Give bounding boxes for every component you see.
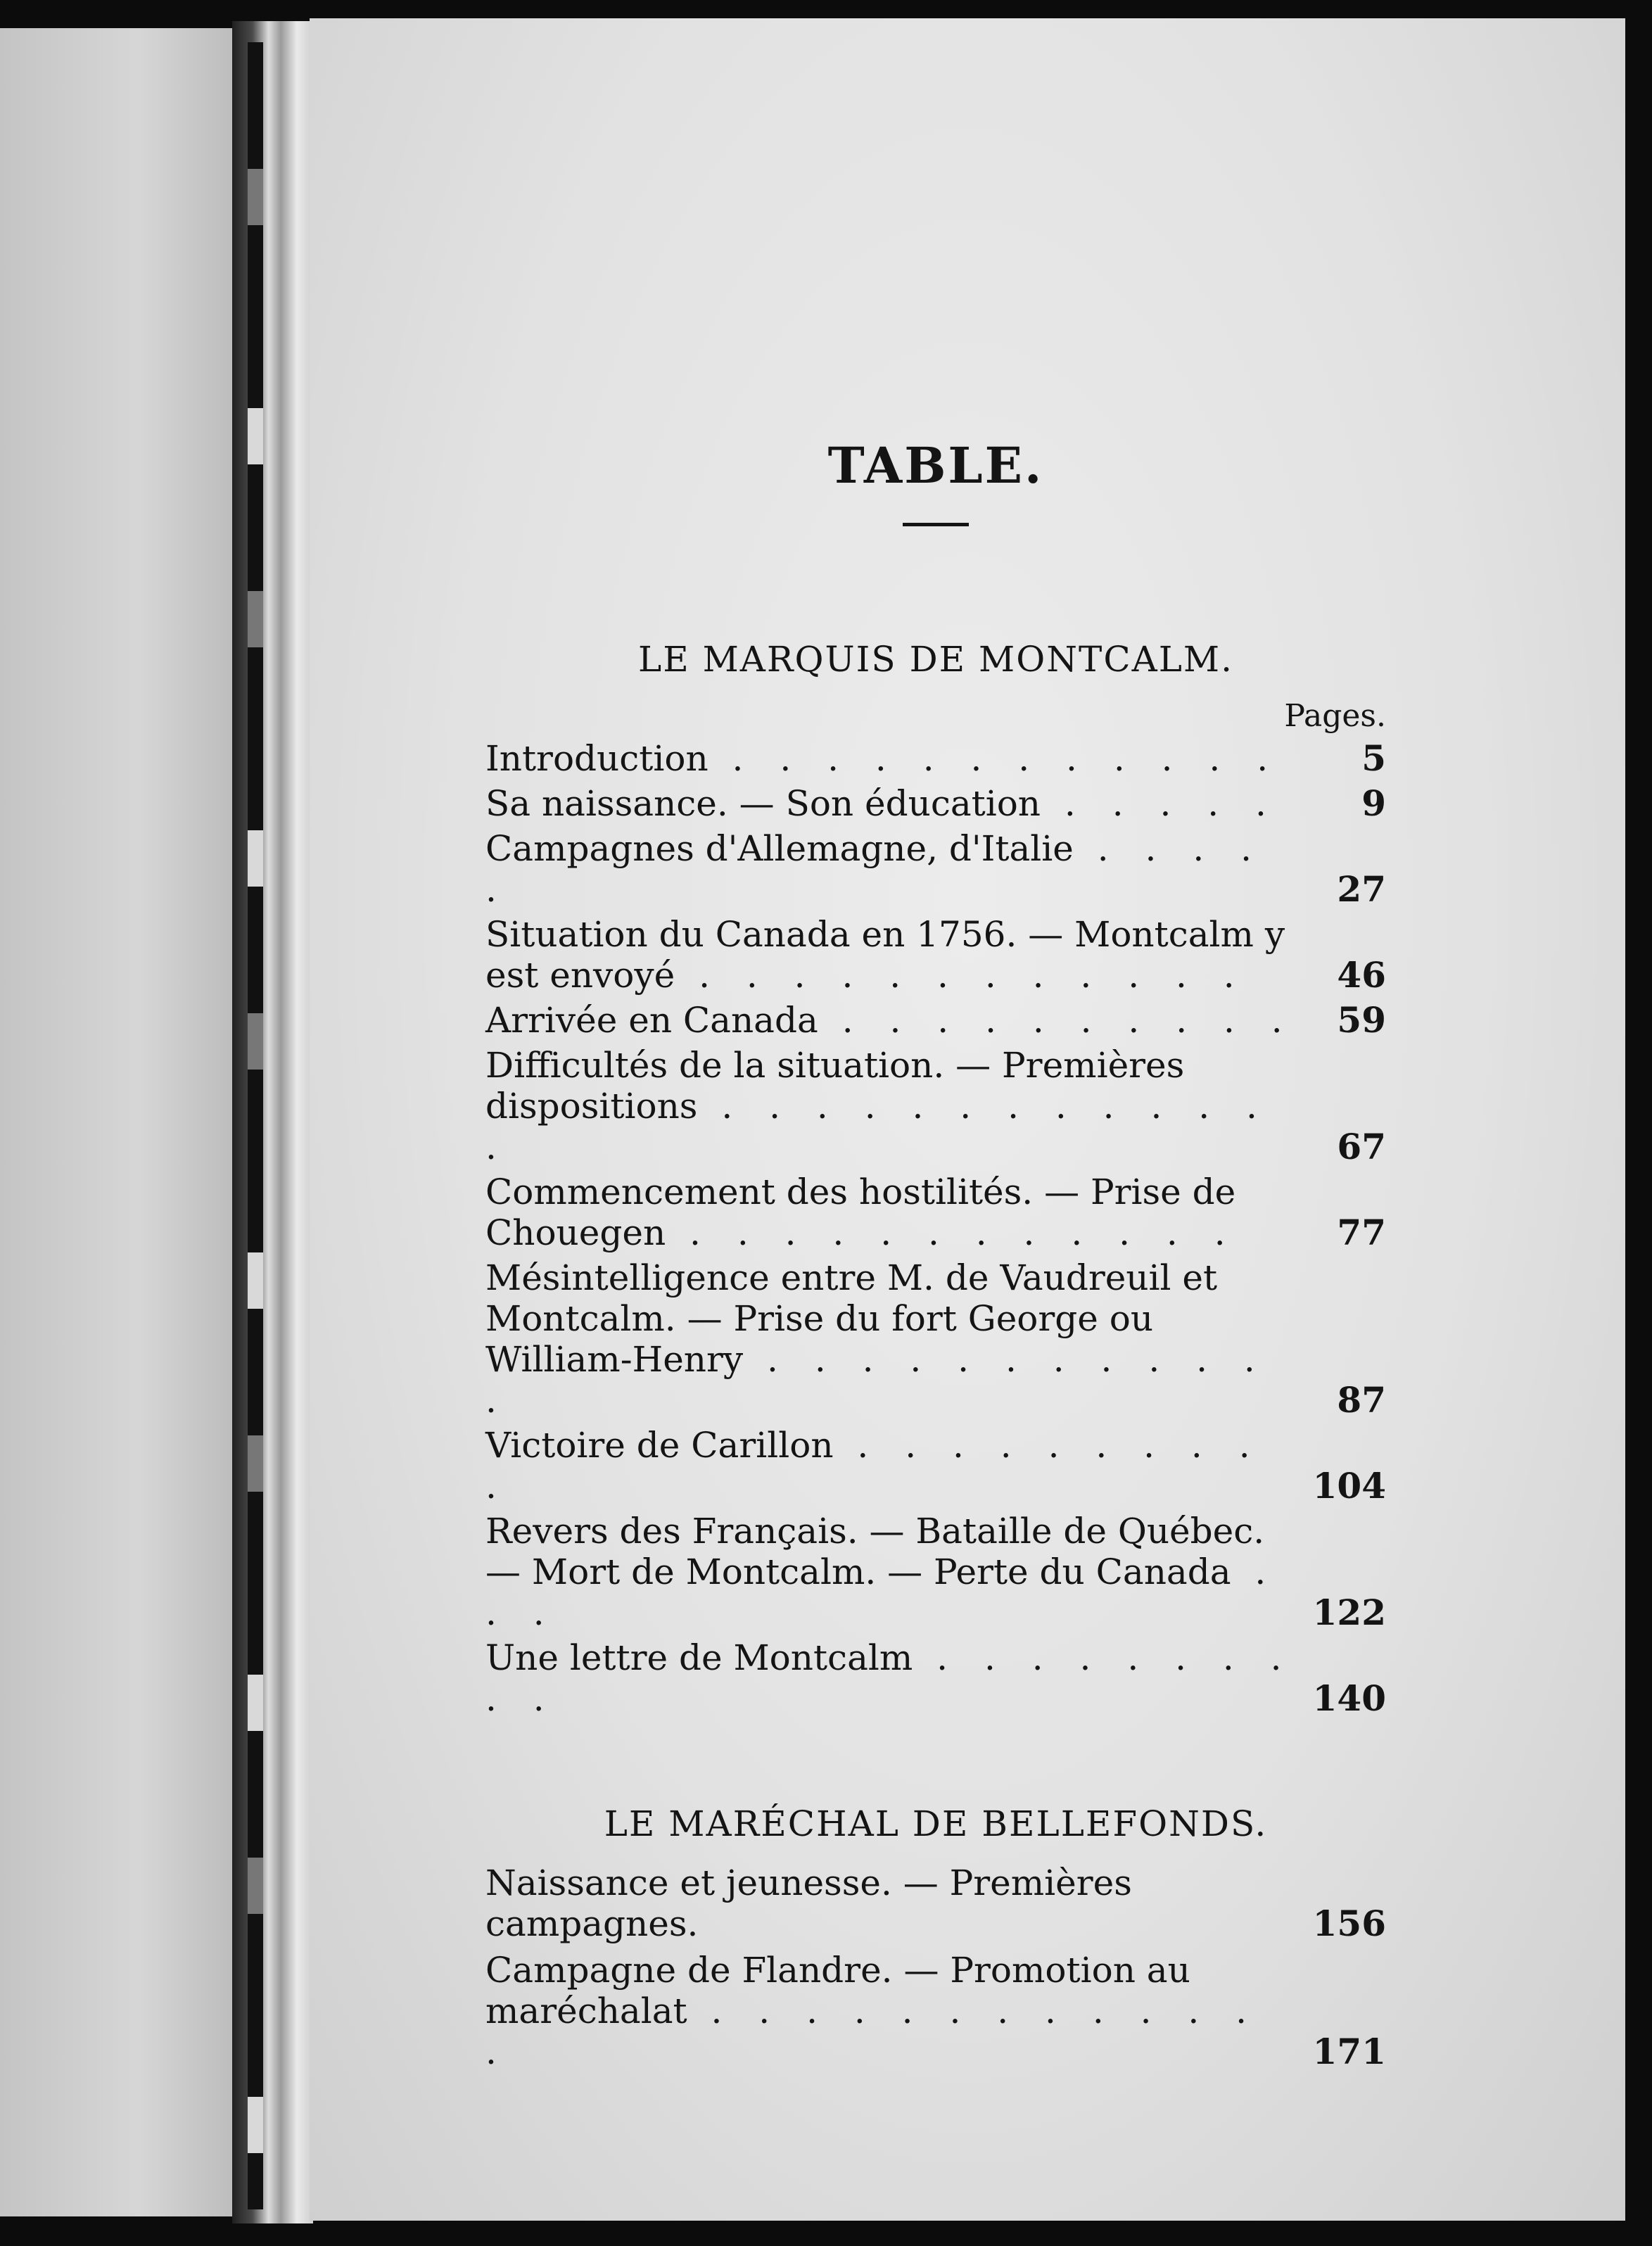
toc-entry-page: 77 <box>1337 1212 1386 1253</box>
toc-entry-page: 87 <box>1337 1379 1386 1421</box>
toc-entry: Revers des Français. — Bataille de Québec. — Mort de Montcalm. — Perte du Canada . . . 122 <box>485 1511 1386 1633</box>
toc-entry: Introduction . . . . . . . . . . . . 5 <box>485 737 1386 779</box>
toc-entry: Difficultés de la situation. — Premières dispositions . . . . . . . . . . . . . 67 <box>485 1045 1386 1167</box>
toc-entry-text: Campagnes d'Allemagne, d'Italie <box>485 828 1074 869</box>
toc-entry-text: Sa naissance. — Son éducation <box>485 783 1041 824</box>
toc-entry-page: 104 <box>1312 1465 1386 1506</box>
toc-entry: Commencement des hostilités. — Prise de Chouegen . . . . . . . . . . . . 77 <box>485 1172 1386 1253</box>
section-bellefonds <box>485 1803 1386 2072</box>
toc-entry: Situation du Canada en 1756. — Montcalm y est envoyé . . . . . . . . . . . . 46 <box>485 914 1386 996</box>
toc-entry: Campagnes d'Allemagne, d'Italie . . . . . 27 <box>485 828 1386 910</box>
toc-entry: Sa naissance. — Son éducation . . . . . 9 <box>485 782 1386 824</box>
toc-entry <box>485 1863 1386 1944</box>
toc-entry-page: 156 <box>1312 1903 1386 1944</box>
toc-entry-text: Introduction <box>485 738 709 779</box>
toc-entry-text: Arrivée en Canada <box>485 1000 818 1041</box>
toc-entry: Campagne de Flandre. — Promotion au maréchalat . . . . . . . . . . . . . 171 <box>485 1950 1386 2072</box>
toc-entry-page: 122 <box>1312 1592 1386 1633</box>
toc-entry-page: 27 <box>1337 868 1386 910</box>
toc-entry: Mésintelligence entre M. de Vaudreuil et Montcalm. — Prise du fort George ou William-Henry . . . . . . . . . . . . 87 <box>485 1257 1386 1421</box>
toc-entry-page: 46 <box>1337 954 1386 996</box>
spine-binding <box>248 42 263 2209</box>
toc-entry-text: Mésintelligence entre M. de Vaudreuil et Montcalm. — Prise du fort George ou William-Henry <box>485 1257 1218 1380</box>
toc-entry-page: 67 <box>1337 1126 1386 1167</box>
table-of-contents <box>485 436 1386 2078</box>
toc-entry: Victoire de Carillon . . . . . . . . . . 104 <box>485 1425 1386 1506</box>
toc-entry-text: Victoire de Carillon <box>485 1425 834 1466</box>
toc-entry-text: Campagne de Flandre. — Promotion au maréchalat <box>485 1950 1190 2031</box>
toc-entry-text: Commencement des hostilités. — Prise de Chouegen <box>485 1172 1236 1253</box>
toc-entry-text: Situation du Canada en 1756. — Montcalm y est envoyé <box>485 914 1285 996</box>
section-heading: LE MARQUIS DE MONTCALM. <box>638 639 1233 680</box>
toc-entry: Une lettre de Montcalm . . . . . . . . . . 140 <box>485 1637 1386 1719</box>
section-heading: LE MARÉCHAL DE BELLEFONDS. <box>604 1803 1268 1844</box>
book-spine <box>232 21 313 2223</box>
pages-column-label: Pages. <box>1284 698 1386 734</box>
toc-entry: Arrivée en Canada . . . . . . . . . . 59 <box>485 999 1386 1041</box>
toc-entry-page: 5 <box>1361 737 1386 779</box>
section-montcalm <box>485 639 1386 1719</box>
toc-entry-text: Naissance et jeunesse. — Premières campagnes. <box>485 1863 1132 1944</box>
toc-entry-page: 171 <box>1312 2031 1386 2072</box>
toc-entry-text: Difficultés de la situation. — Premières dispositions <box>485 1045 1185 1127</box>
toc-entry-page: 140 <box>1312 1677 1386 1719</box>
title-rule <box>903 523 969 526</box>
toc-entry-text: Une lettre de Montcalm <box>485 1637 913 1678</box>
toc-entry-text: Revers des Français. — Bataille de Québec. — Mort de Montcalm. — Perte du Canada <box>485 1511 1265 1592</box>
toc-entry-page: 59 <box>1337 999 1386 1041</box>
toc-list <box>485 738 1386 1719</box>
facing-page <box>0 28 232 2216</box>
page-title: TABLE. <box>827 436 1044 495</box>
toc-list <box>485 1863 1386 2072</box>
toc-entry-page: 9 <box>1361 782 1386 824</box>
